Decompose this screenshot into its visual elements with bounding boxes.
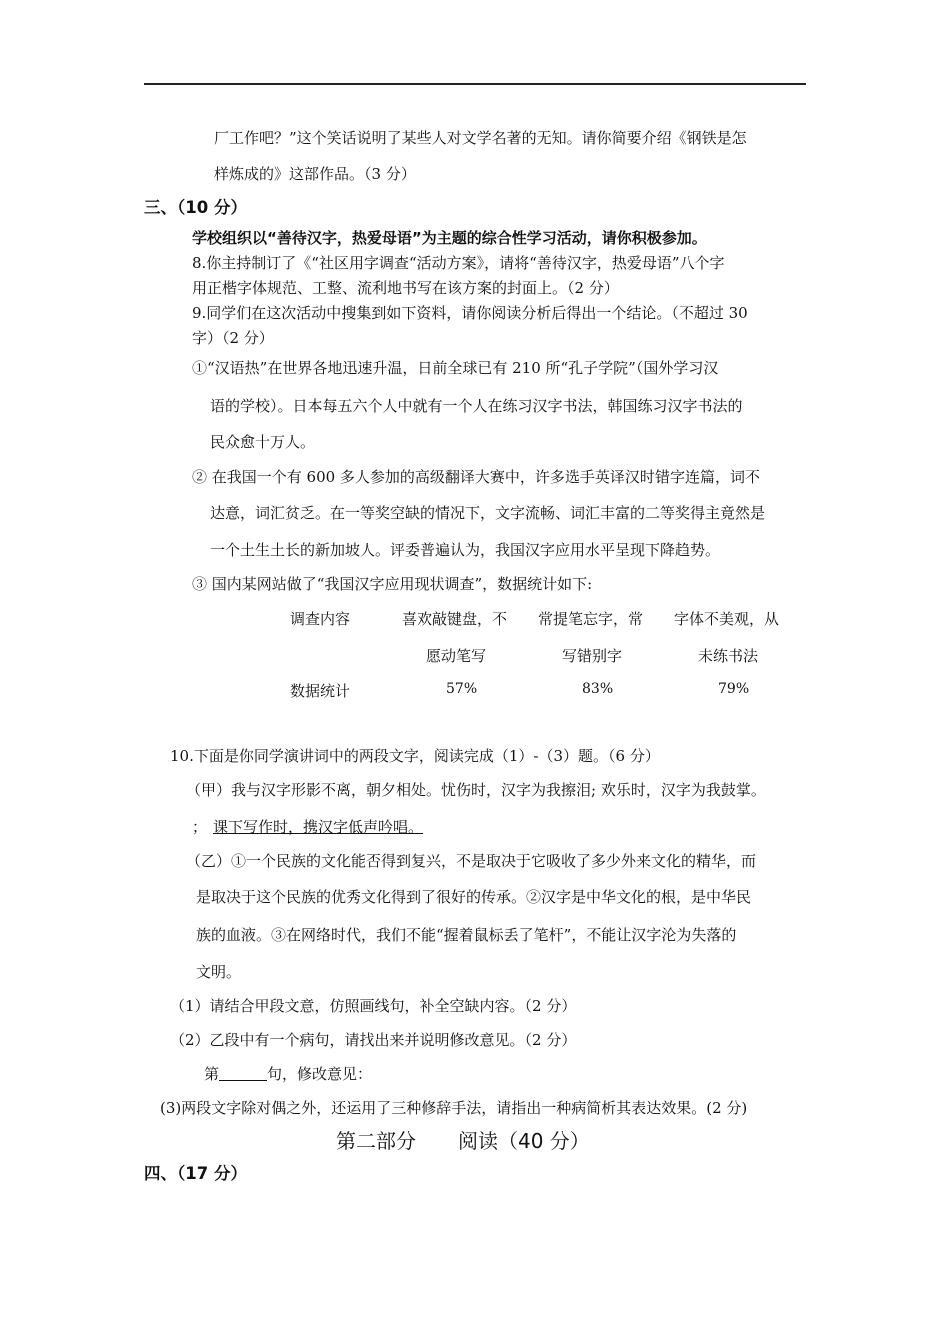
survey-col1-header: 喜欢敲键盘，不	[402, 610, 508, 628]
part-title	[336, 1129, 590, 1153]
passage-jia: （甲）我与汉字形影不离，朝夕相处。忧伤时，汉字为我擦泪; 欢乐时，汉字为我鼓掌。	[186, 781, 766, 799]
survey-col3-header: 字体不美观，从	[674, 610, 780, 628]
answer-prefix: 第	[204, 1065, 220, 1083]
answer-suffix: 句，修改意见：	[267, 1065, 373, 1083]
material-2: ② 在我国一个有 600 多人参加的高级翻译大赛中，许多选手英译汉时错字连篇，词不	[192, 468, 760, 486]
material-1-cont: 民众愈十万人。	[210, 433, 316, 451]
section-heading-4: 四、（17 分）	[144, 1164, 247, 1183]
text-line: 厂工作吧？”这个笑话说明了某些人对文学名著的无知。请你简要介绍《钢铁是怎	[214, 129, 747, 147]
text-line: 样炼成的》这部作品。（3 分）	[214, 165, 416, 183]
survey-col2-header: 常提笔忘字，常	[538, 610, 644, 628]
question-8: 8.你主持制订了《“社区用字调查“活动方案》，请将“善待汉字，热爱母语”八个字	[192, 254, 725, 272]
part-title-left: 第二部分	[336, 1129, 416, 1153]
material-2-cont: 达意，词汇贫乏。在一等奖空缺的情况下，文字流畅、词汇丰富的二等奖得主竟然是	[210, 504, 766, 522]
passage-yi-cont: 是取决于这个民族的优秀文化得到了很好的传承。②汉字是中华文化的根，是中华民	[196, 888, 752, 906]
material-3: ③ 国内某网站做了“我国汉字应用现状调查”，数据统计如下:	[192, 575, 593, 593]
section-intro: 学校组织以“善待汉字，热爱母语”为主题的综合性学习活动，请你积极参加。	[192, 229, 707, 247]
survey-col1-header-cont: 愿动笔写	[426, 647, 487, 665]
material-2-cont: 一个土生土长的新加坡人。评委普遍认为，我国汉字应用水平呈现下降趋势。	[210, 541, 721, 559]
section-heading-3: 三、（10 分）	[144, 198, 247, 217]
survey-value-3: 79%	[718, 681, 750, 697]
survey-value-2: 83%	[582, 681, 614, 697]
passage-jia-prefix: ；	[192, 818, 208, 836]
passage-yi-cont: 文明。	[196, 963, 242, 981]
survey-header-label: 调查内容	[290, 610, 351, 628]
sub-question-2: （2）乙段中有一个病句，请找出来并说明修改意见。（2 分）	[170, 1031, 577, 1049]
question-9: 9.同学们在这次活动中搜集到如下资料，请你阅读分析后得出一个结论。（不超过 30	[192, 304, 748, 322]
survey-col2-header-cont: 写错别字	[562, 647, 623, 665]
question-8-cont: 用正楷字体规范、工整、流利地书写在该方案的封面上。（2 分）	[192, 279, 619, 297]
sub-question-3: (3)两段文字除对偶之外，还运用了三种修辞手法，请指出一种病简析其表达效果。(2 分)	[160, 1099, 748, 1117]
survey-row-label: 数据统计	[290, 682, 351, 700]
material-1-cont: 语的学校）。日本每五六个人中就有一个人在练习汉字书法，韩国练习汉字书法的	[210, 397, 743, 415]
question-10: 10.下面是你同学演讲词中的两段文字，阅读完成（1）-（3）题。（6 分）	[170, 747, 660, 765]
passage-jia-cont	[192, 817, 423, 837]
passage-yi-cont: 族的血液。③在网络时代，我们不能“握着鼠标丢了笔杆”，不能让汉字沦为失落的	[196, 926, 737, 944]
sub-question-1: （1）请结合甲段文意，仿照画线句，补全空缺内容。（2 分）	[170, 997, 577, 1015]
answer-line	[204, 1064, 372, 1084]
answer-blank[interactable]	[219, 1066, 267, 1081]
material-1: ①“汉语热”在世界各地迅速升温，日前全球已有 210 所“孔子学院”（国外学习汉	[192, 359, 719, 377]
part-title-right: 阅读（40 分）	[458, 1129, 590, 1153]
question-9-cont: 字）（2 分）	[192, 329, 274, 347]
passage-yi: （乙）①一个民族的文化能否得到复兴，不是取决于它吸收了多少外来文化的精华，而	[186, 852, 757, 870]
underlined-sentence: 课下写作时，携汉字低声吟唱。	[213, 818, 424, 836]
survey-value-1: 57%	[446, 681, 478, 697]
header-rule	[144, 83, 806, 85]
survey-col3-header-cont: 未练书法	[698, 647, 759, 665]
